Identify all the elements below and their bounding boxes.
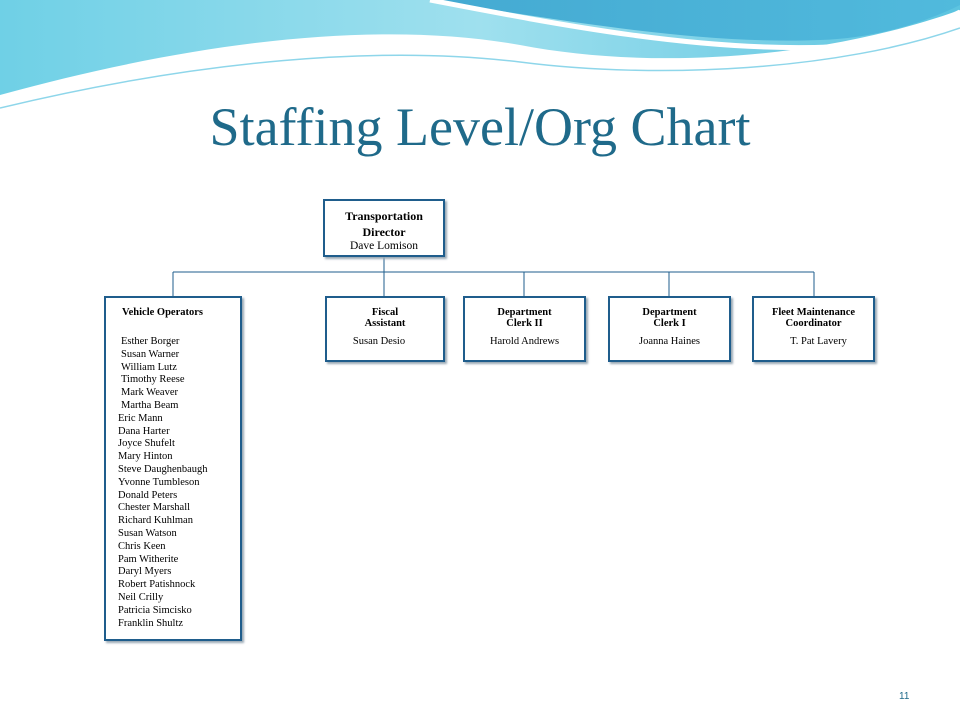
list-item: Mary Hinton [118, 451, 173, 463]
list-item: Yvonne Tumbleson [118, 476, 200, 488]
vehicle-operators-list [118, 336, 208, 630]
list-item: William Lutz [121, 361, 177, 373]
dept-clerk-1-box [608, 296, 731, 362]
list-item: Esther Borger [121, 336, 180, 347]
list-item: Martha Beam [121, 399, 179, 411]
list-item: Susan Watson [118, 527, 177, 539]
list-item: Eric Mann [118, 412, 163, 424]
list-item: Chester Marshall [118, 502, 191, 514]
list-item: Susan Warner [121, 348, 180, 360]
dept-clerk-1-name: Joanna Haines [639, 336, 700, 347]
director-name: Dave Lomison [349, 240, 419, 252]
list-item: Dana Harter [118, 425, 170, 437]
list-item: Richard Kuhlman [118, 515, 193, 527]
list-item: Chris Keen [118, 540, 166, 552]
dept-clerk-2-box [463, 296, 586, 362]
dept-clerk-1-title: Department Clerk I [642, 307, 697, 329]
list-item: Robert Patishnock [118, 579, 196, 591]
list-item: Daryl Myers [118, 566, 172, 578]
list-item: Joyce Shufelt [118, 438, 175, 450]
vehicle-operators-title: Vehicle Operators [122, 307, 203, 318]
list-item: Patricia Simcisko [118, 604, 192, 616]
list-item: Pam Witherite [118, 553, 179, 565]
list-item: Neil Crilly [118, 591, 164, 603]
page-number: 11 [899, 691, 910, 702]
dept-clerk-2-title: Department Clerk II [497, 307, 552, 329]
list-item: Franklin Shultz [118, 617, 184, 629]
director-title: Transportation Director [345, 209, 423, 239]
list-item: Donald Peters [118, 489, 178, 501]
vehicle-operators-box [104, 296, 242, 641]
list-item: Steve Daughenbaugh [118, 463, 208, 475]
list-item: Timothy Reese [121, 374, 185, 386]
fiscal-assistant-title: Fiscal Assistant [364, 307, 406, 329]
fiscal-assistant-name: Susan Desio [352, 336, 406, 347]
fleet-coordinator-title: Fleet Maintenance Coordinator [771, 307, 856, 329]
fiscal-assistant-box [325, 296, 445, 362]
fleet-coordinator-name: T. Pat Lavery [790, 336, 847, 347]
list-item: Mark Weaver [121, 387, 178, 399]
director-box [323, 199, 445, 257]
fleet-coordinator-box [752, 296, 875, 362]
page-title: Staffing Level/Org Chart [209, 97, 751, 157]
dept-clerk-2-name: Harold Andrews [489, 336, 560, 347]
